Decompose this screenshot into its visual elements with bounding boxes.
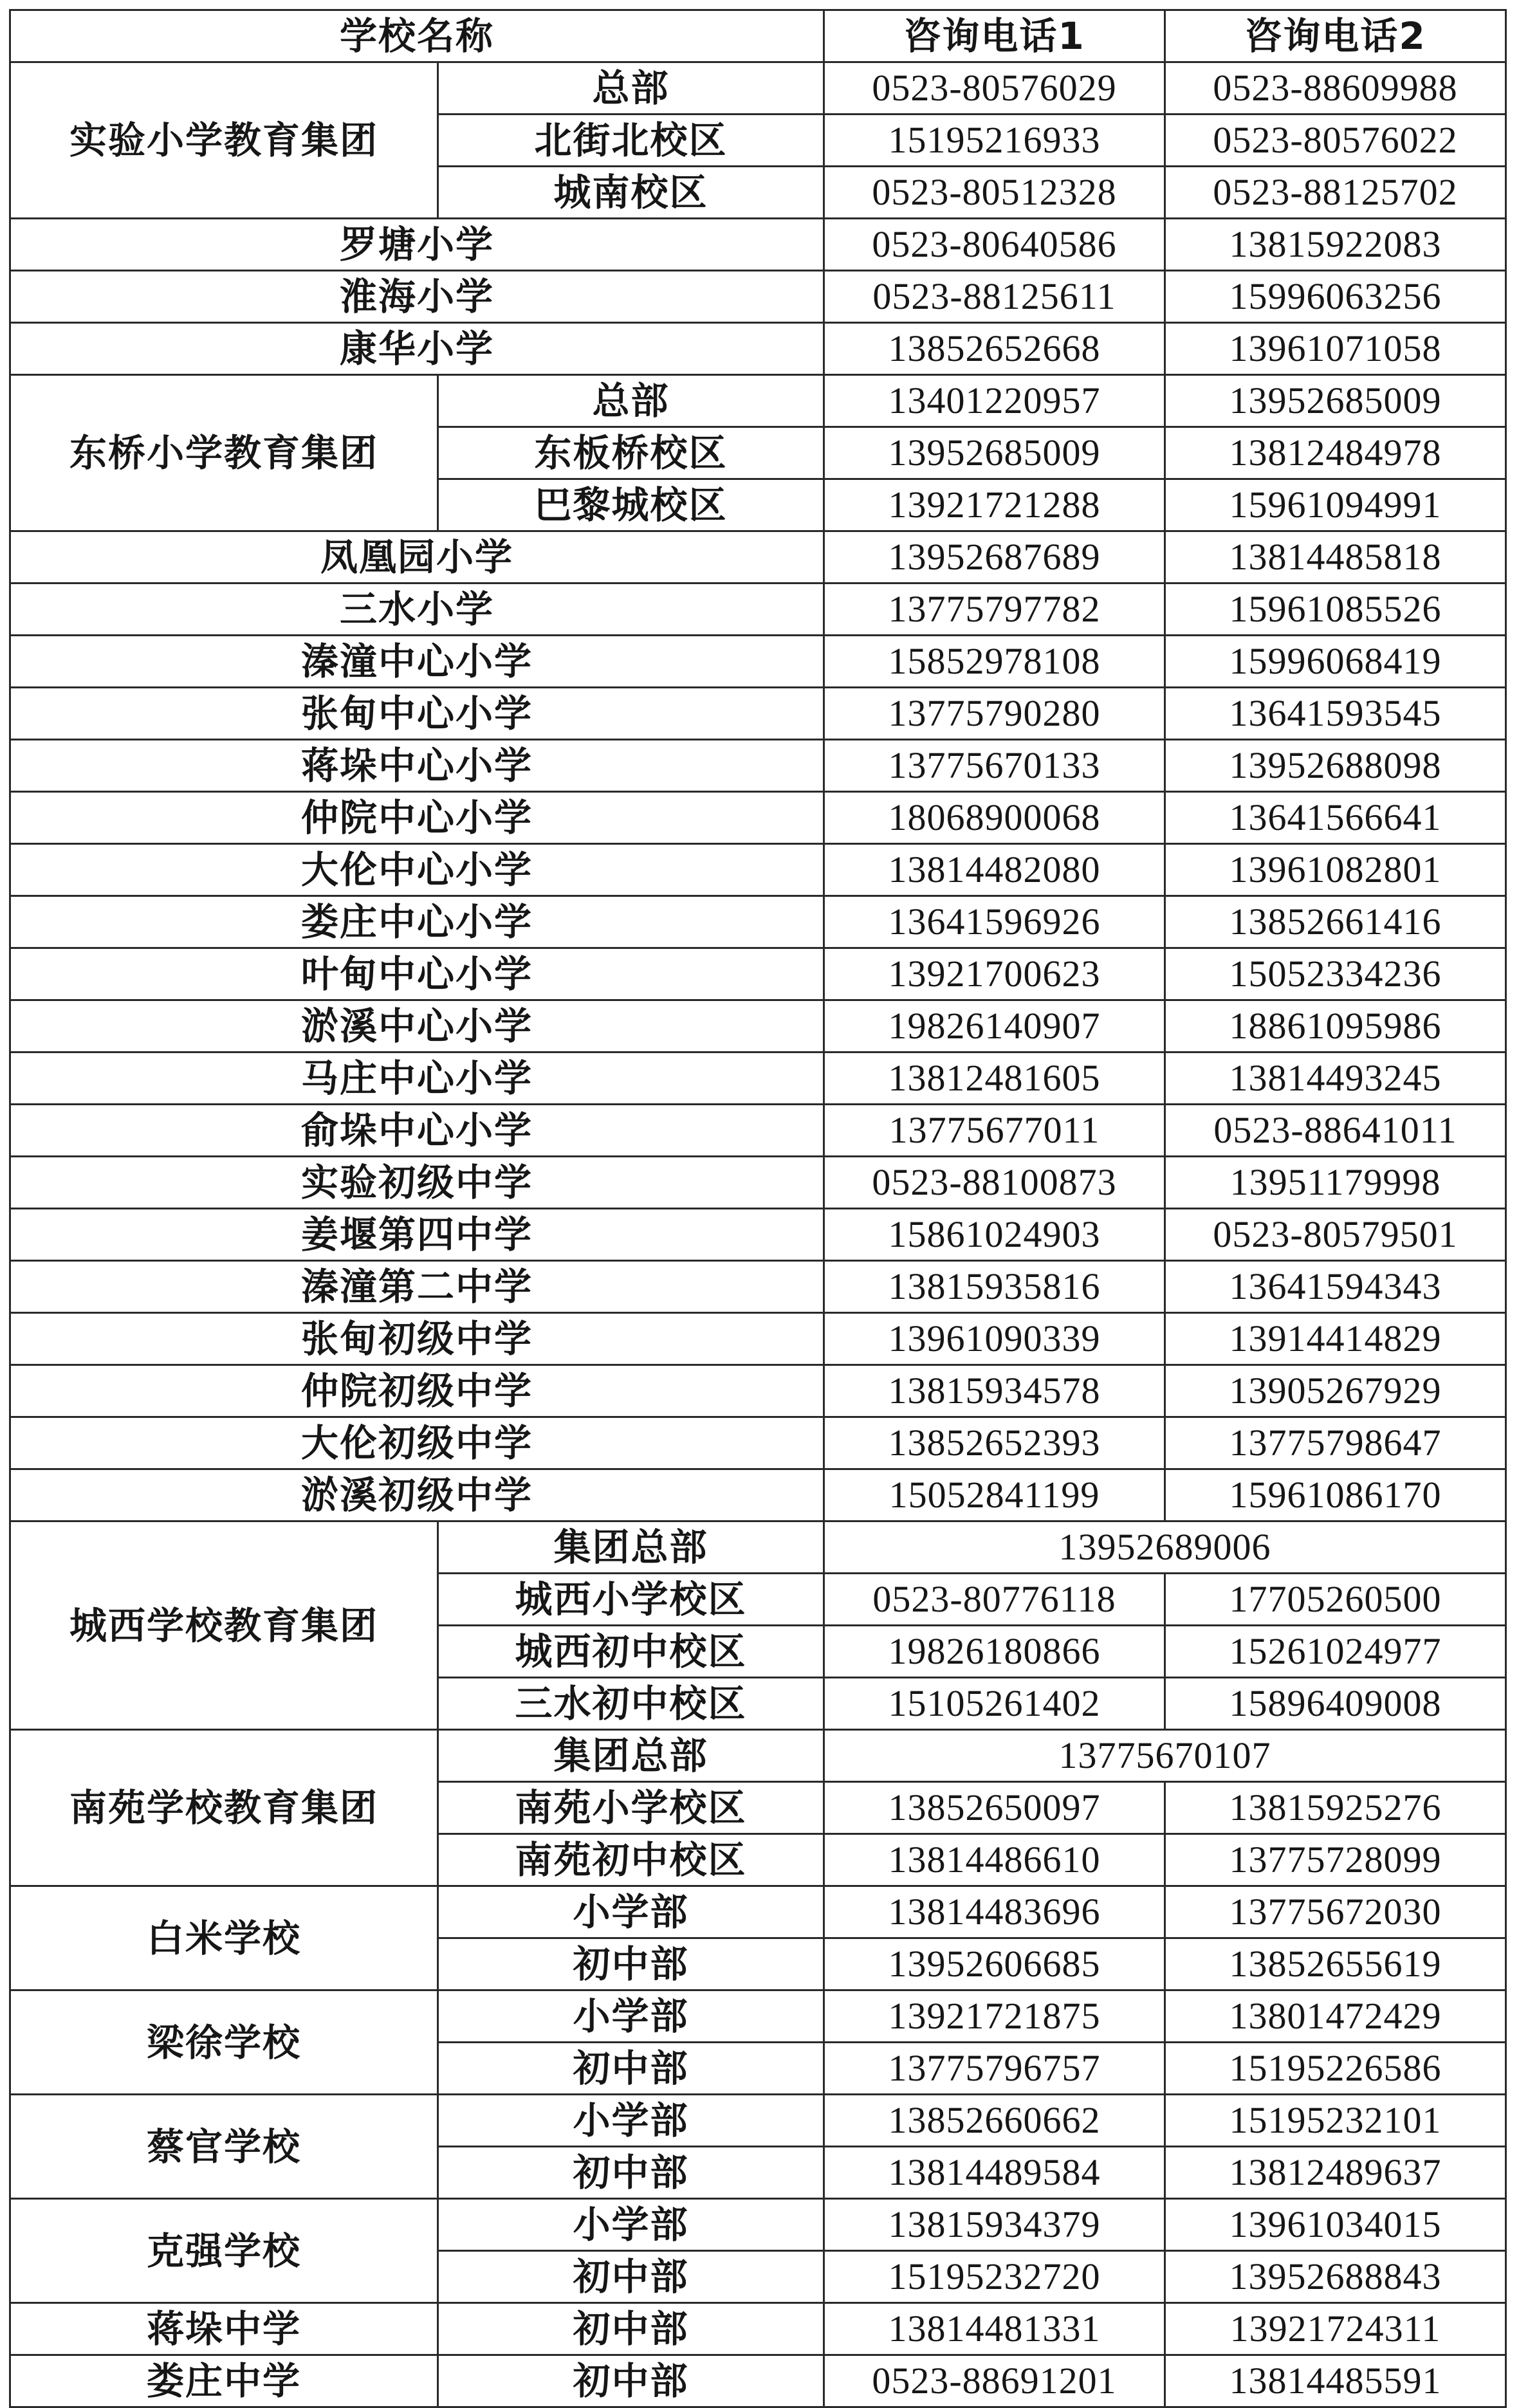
phone-1: 13775670133 xyxy=(824,740,1165,792)
campus-name: 城西小学校区 xyxy=(438,1574,824,1626)
school-group-name: 白米学校 xyxy=(10,1886,438,1990)
phone-2: 13951179998 xyxy=(1165,1157,1506,1209)
table-row xyxy=(10,62,1506,115)
phone-2: 13641566641 xyxy=(1165,792,1506,844)
table-row xyxy=(10,688,1506,740)
phone-2: 13961071058 xyxy=(1165,323,1506,375)
campus-name: 初中部 xyxy=(438,2147,824,2199)
school-name: 康华小学 xyxy=(10,323,824,375)
phone-2: 15961094991 xyxy=(1165,479,1506,531)
phone-1: 13952687689 xyxy=(824,531,1165,584)
header-school-name: 学校名称 xyxy=(10,10,824,62)
table-row xyxy=(10,2303,1506,2355)
table-row xyxy=(10,896,1506,948)
phone-1: 15195232720 xyxy=(824,2251,1165,2303)
table-row xyxy=(10,636,1506,688)
school-name: 张甸初级中学 xyxy=(10,1313,824,1365)
school-group-name: 南苑学校教育集团 xyxy=(10,1730,438,1886)
phone-2: 0523-88609988 xyxy=(1165,62,1506,115)
table-row xyxy=(10,844,1506,896)
table-row xyxy=(10,271,1506,323)
phone-2: 13952688843 xyxy=(1165,2251,1506,2303)
campus-name: 东板桥校区 xyxy=(438,427,824,479)
table-row xyxy=(10,792,1506,844)
table-header-row xyxy=(10,10,1506,62)
campus-name: 三水初中校区 xyxy=(438,1678,824,1730)
school-group-name: 城西学校教育集团 xyxy=(10,1521,438,1730)
school-name: 罗塘小学 xyxy=(10,219,824,271)
school-name: 仲院初级中学 xyxy=(10,1365,824,1417)
phone-2: 15052334236 xyxy=(1165,948,1506,1000)
school-name: 三水小学 xyxy=(10,584,824,636)
phone-1: 19826140907 xyxy=(824,1000,1165,1052)
phone-2: 13952685009 xyxy=(1165,375,1506,427)
phone-2: 13815922083 xyxy=(1165,219,1506,271)
campus-name: 城西初中校区 xyxy=(438,1626,824,1678)
campus-name: 小学部 xyxy=(438,1990,824,2043)
campus-name: 小学部 xyxy=(438,2199,824,2251)
table-row xyxy=(10,584,1506,636)
school-group-name: 娄庄中学 xyxy=(10,2355,438,2407)
table-row xyxy=(10,2199,1506,2251)
phone-1: 0523-80576029 xyxy=(824,62,1165,115)
phone-1: 13401220957 xyxy=(824,375,1165,427)
phone-1: 15195216933 xyxy=(824,115,1165,167)
phone-2: 13812484978 xyxy=(1165,427,1506,479)
table-row xyxy=(10,1105,1506,1157)
campus-name: 总部 xyxy=(438,375,824,427)
campus-name: 小学部 xyxy=(438,2095,824,2147)
phone-1: 13775797782 xyxy=(824,584,1165,636)
phone-2: 0523-88125702 xyxy=(1165,167,1506,219)
school-group-name: 蔡官学校 xyxy=(10,2095,438,2199)
phone-1: 15105261402 xyxy=(824,1678,1165,1730)
phone-2: 13775728099 xyxy=(1165,1834,1506,1886)
phone-2: 17705260500 xyxy=(1165,1574,1506,1626)
table-row xyxy=(10,1469,1506,1521)
table-row xyxy=(10,2095,1506,2147)
phone-2: 13641593545 xyxy=(1165,688,1506,740)
table-row xyxy=(10,1365,1506,1417)
phone-2: 15996063256 xyxy=(1165,271,1506,323)
phone-2: 15961086170 xyxy=(1165,1469,1506,1521)
phone-1: 13812481605 xyxy=(824,1052,1165,1105)
campus-name: 北街北校区 xyxy=(438,115,824,167)
phone-1: 15861024903 xyxy=(824,1209,1165,1261)
campus-name: 初中部 xyxy=(438,2251,824,2303)
table-row xyxy=(10,948,1506,1000)
phone-2: 13905267929 xyxy=(1165,1365,1506,1417)
school-name: 张甸中心小学 xyxy=(10,688,824,740)
table-row xyxy=(10,1417,1506,1469)
phone-merged: 13775670107 xyxy=(824,1730,1506,1782)
phone-1: 13814482080 xyxy=(824,844,1165,896)
school-name: 淮海小学 xyxy=(10,271,824,323)
campus-name: 城南校区 xyxy=(438,167,824,219)
school-group-name: 蒋垛中学 xyxy=(10,2303,438,2355)
phone-2: 18861095986 xyxy=(1165,1000,1506,1052)
table-row xyxy=(10,1157,1506,1209)
phone-2: 13641594343 xyxy=(1165,1261,1506,1313)
phone-1: 13952685009 xyxy=(824,427,1165,479)
phone-2: 13961082801 xyxy=(1165,844,1506,896)
school-name: 俞垛中心小学 xyxy=(10,1105,824,1157)
school-phone-table xyxy=(9,9,1507,2408)
phone-1: 13852650097 xyxy=(824,1782,1165,1834)
header-phone-2: 咨询电话2 xyxy=(1165,10,1506,62)
school-name: 大伦初级中学 xyxy=(10,1417,824,1469)
campus-name: 初中部 xyxy=(438,2355,824,2407)
table-row xyxy=(10,2355,1506,2407)
phone-1: 0523-80640586 xyxy=(824,219,1165,271)
table-row xyxy=(10,1313,1506,1365)
campus-name: 小学部 xyxy=(438,1886,824,1938)
phone-2: 13775672030 xyxy=(1165,1886,1506,1938)
phone-1: 0523-88125611 xyxy=(824,271,1165,323)
school-group-name: 梁徐学校 xyxy=(10,1990,438,2095)
phone-1: 13814481331 xyxy=(824,2303,1165,2355)
phone-2: 13775798647 xyxy=(1165,1417,1506,1469)
campus-name: 初中部 xyxy=(438,2043,824,2095)
phone-2: 15996068419 xyxy=(1165,636,1506,688)
table-row xyxy=(10,1730,1506,1782)
school-name: 淤溪初级中学 xyxy=(10,1469,824,1521)
school-name: 娄庄中心小学 xyxy=(10,896,824,948)
table-row xyxy=(10,1209,1506,1261)
phone-2: 0523-80579501 xyxy=(1165,1209,1506,1261)
phone-merged: 13952689006 xyxy=(824,1521,1506,1574)
phone-2: 13921724311 xyxy=(1165,2303,1506,2355)
campus-name: 初中部 xyxy=(438,1938,824,1990)
phone-1: 13852652668 xyxy=(824,323,1165,375)
phone-1: 13921700623 xyxy=(824,948,1165,1000)
phone-2: 13815925276 xyxy=(1165,1782,1506,1834)
phone-2: 13952688098 xyxy=(1165,740,1506,792)
phone-2: 15195226586 xyxy=(1165,2043,1506,2095)
phone-1: 13961090339 xyxy=(824,1313,1165,1365)
table-row xyxy=(10,375,1506,427)
phone-1: 0523-80776118 xyxy=(824,1574,1165,1626)
phone-2: 13852655619 xyxy=(1165,1938,1506,1990)
phone-1: 19826180866 xyxy=(824,1626,1165,1678)
school-name: 蒋垛中心小学 xyxy=(10,740,824,792)
campus-name: 南苑初中校区 xyxy=(438,1834,824,1886)
phone-1: 13641596926 xyxy=(824,896,1165,948)
phone-1: 18068900068 xyxy=(824,792,1165,844)
phone-1: 13815934379 xyxy=(824,2199,1165,2251)
phone-2: 13814493245 xyxy=(1165,1052,1506,1105)
school-name: 姜堰第四中学 xyxy=(10,1209,824,1261)
campus-name: 巴黎城校区 xyxy=(438,479,824,531)
school-name: 仲院中心小学 xyxy=(10,792,824,844)
phone-2: 13814485818 xyxy=(1165,531,1506,584)
table-row xyxy=(10,531,1506,584)
campus-name: 总部 xyxy=(438,62,824,115)
school-name: 凤凰园小学 xyxy=(10,531,824,584)
phone-2: 15961085526 xyxy=(1165,584,1506,636)
phone-1: 15052841199 xyxy=(824,1469,1165,1521)
campus-name: 集团总部 xyxy=(438,1521,824,1574)
phone-2: 13814485591 xyxy=(1165,2355,1506,2407)
campus-name: 初中部 xyxy=(438,2303,824,2355)
phone-1: 13814486610 xyxy=(824,1834,1165,1886)
table-row xyxy=(10,1990,1506,2043)
campus-name: 集团总部 xyxy=(438,1730,824,1782)
phone-2: 13801472429 xyxy=(1165,1990,1506,2043)
school-group-name: 东桥小学教育集团 xyxy=(10,375,438,531)
phone-2: 15195232101 xyxy=(1165,2095,1506,2147)
phone-2: 15896409008 xyxy=(1165,1678,1506,1730)
school-name: 溱潼中心小学 xyxy=(10,636,824,688)
phone-1: 13775796757 xyxy=(824,2043,1165,2095)
phone-2: 13852661416 xyxy=(1165,896,1506,948)
school-group-name: 克强学校 xyxy=(10,2199,438,2303)
table-row xyxy=(10,1000,1506,1052)
campus-name: 南苑小学校区 xyxy=(438,1782,824,1834)
school-name: 淤溪中心小学 xyxy=(10,1000,824,1052)
header-phone-1: 咨询电话1 xyxy=(824,10,1165,62)
table-row xyxy=(10,1261,1506,1313)
table-row xyxy=(10,1886,1506,1938)
document-page xyxy=(9,9,1505,2403)
school-name: 实验初级中学 xyxy=(10,1157,824,1209)
school-name: 大伦中心小学 xyxy=(10,844,824,896)
phone-1: 0523-88100873 xyxy=(824,1157,1165,1209)
phone-1: 13775790280 xyxy=(824,688,1165,740)
phone-1: 13814483696 xyxy=(824,1886,1165,1938)
phone-1: 13952606685 xyxy=(824,1938,1165,1990)
school-name: 马庄中心小学 xyxy=(10,1052,824,1105)
phone-1: 13815935816 xyxy=(824,1261,1165,1313)
phone-1: 0523-88691201 xyxy=(824,2355,1165,2407)
phone-1: 13814489584 xyxy=(824,2147,1165,2199)
table-row xyxy=(10,1521,1506,1574)
phone-1: 13852652393 xyxy=(824,1417,1165,1469)
table-row xyxy=(10,1052,1506,1105)
table-row xyxy=(10,323,1506,375)
phone-2: 0523-80576022 xyxy=(1165,115,1506,167)
phone-2: 15261024977 xyxy=(1165,1626,1506,1678)
phone-1: 13921721288 xyxy=(824,479,1165,531)
school-group-name: 实验小学教育集团 xyxy=(10,62,438,219)
phone-2: 13961034015 xyxy=(1165,2199,1506,2251)
phone-1: 15852978108 xyxy=(824,636,1165,688)
phone-2: 13914414829 xyxy=(1165,1313,1506,1365)
school-name: 溱潼第二中学 xyxy=(10,1261,824,1313)
phone-1: 13775677011 xyxy=(824,1105,1165,1157)
table-row xyxy=(10,740,1506,792)
phone-2: 0523-88641011 xyxy=(1165,1105,1506,1157)
phone-1: 13815934578 xyxy=(824,1365,1165,1417)
table-row xyxy=(10,219,1506,271)
phone-2: 13812489637 xyxy=(1165,2147,1506,2199)
phone-1: 13852660662 xyxy=(824,2095,1165,2147)
phone-1: 13921721875 xyxy=(824,1990,1165,2043)
phone-1: 0523-80512328 xyxy=(824,167,1165,219)
school-name: 叶甸中心小学 xyxy=(10,948,824,1000)
table-body xyxy=(10,62,1506,2407)
